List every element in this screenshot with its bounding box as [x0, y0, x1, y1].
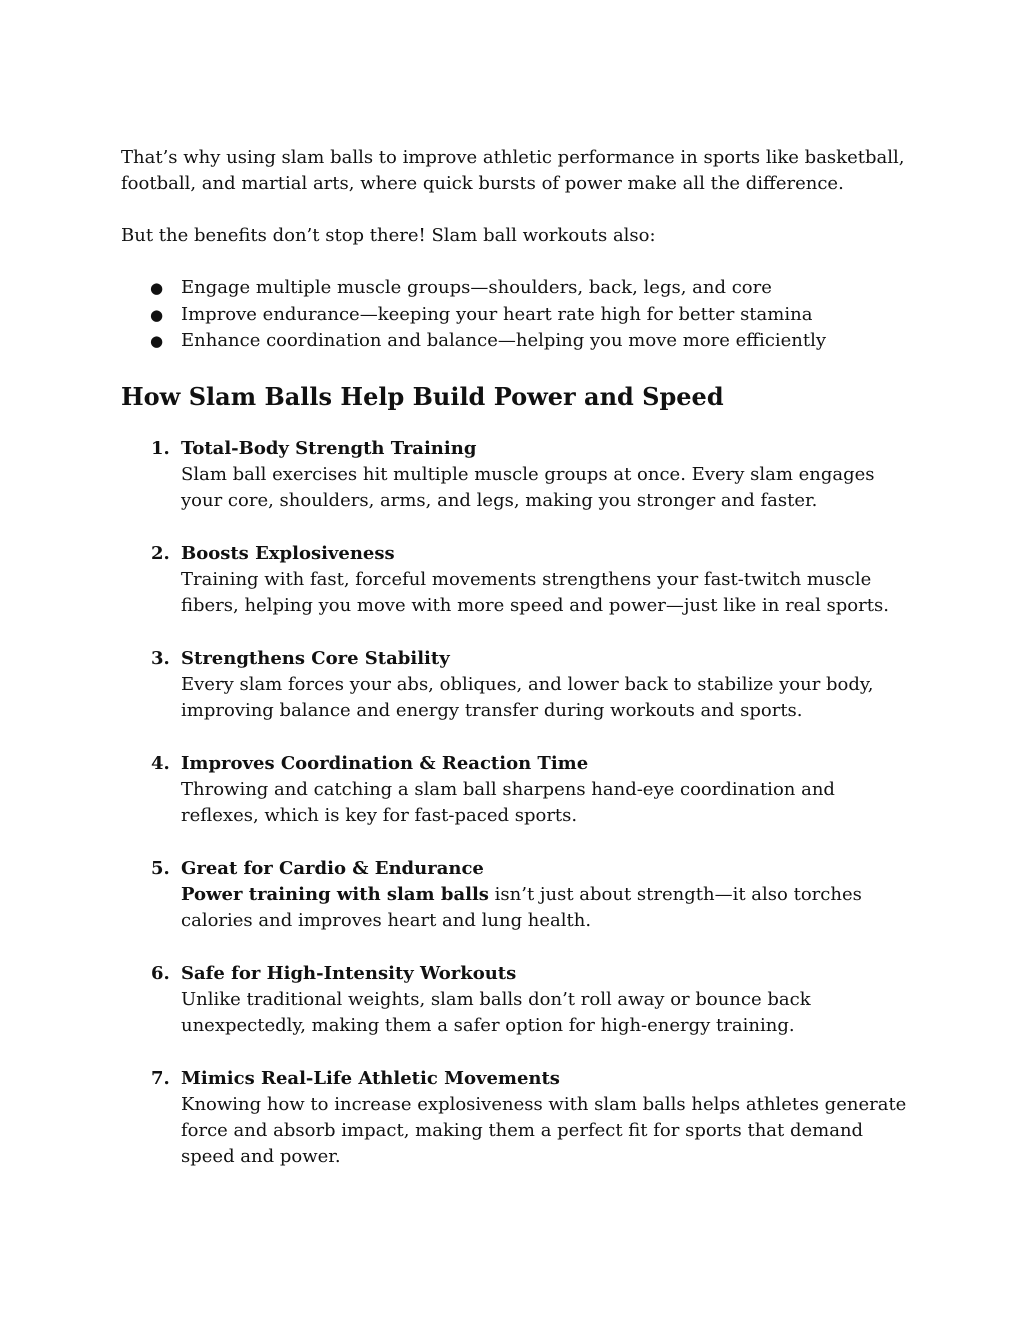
step-title: Strengthens Core Stability [181, 647, 450, 669]
list-item [121, 328, 911, 355]
step-number: 7. [151, 1067, 170, 1089]
document-page [121, 145, 911, 1197]
step-title: Great for Cardio & Endurance [181, 857, 484, 879]
list-item [121, 751, 911, 829]
section-heading: How Slam Balls Help Build Power and Speed [121, 381, 724, 411]
step-title: Total-Body Strength Training [181, 437, 477, 459]
step-title: Safe for High-Intensity Workouts [181, 962, 517, 984]
step-number: 3. [151, 647, 170, 669]
benefits-numbered-list [121, 436, 911, 1170]
step-number: 1. [151, 437, 170, 459]
step-description: Throwing and catching a slam ball sharpens hand-eye coordination and reflexes, which is key for fast-paced sports. [181, 778, 835, 826]
list-item [121, 1066, 911, 1170]
step-title: Boosts Explosiveness [181, 542, 395, 564]
bullet-icon: ● [150, 279, 164, 297]
step-number: 6. [151, 962, 170, 984]
list-item [121, 646, 911, 724]
list-item [121, 275, 911, 302]
list-item [121, 961, 911, 1039]
list-item [121, 436, 911, 514]
bullet-text: Engage multiple muscle groups—shoulders, back, legs, and core [181, 277, 772, 298]
bullet-icon: ● [150, 332, 164, 350]
benefits-bullet-list [121, 275, 911, 355]
list-item [121, 856, 911, 934]
step-description [181, 882, 911, 934]
list-item [121, 541, 911, 619]
step-description: Training with fast, forceful movements strengthens your fast-twitch muscle fibers, helping you move with more speed and power—just like in real sports. [181, 568, 889, 616]
step-number: 2. [151, 542, 170, 564]
step-title: Mimics Real-Life Athletic Movements [181, 1067, 560, 1089]
bullet-icon: ● [150, 305, 164, 324]
benefits-lead-paragraph: But the benefits don’t stop there! Slam ball workouts also: [121, 225, 656, 246]
step-description-text: isn’t just about strength—it also torches calories and improves heart and lung health. [181, 883, 862, 931]
step-description: Knowing how to increase explosiveness with slam balls helps athletes generate force and absorb impact, making them a perfect fit for sports that demand speed and power. [181, 1093, 907, 1167]
step-number: 5. [151, 857, 170, 879]
step-number: 4. [151, 752, 170, 774]
step-description: Every slam forces your abs, obliques, and lower back to stabilize your body, improving balance and energy transfer during workouts and sports. [181, 673, 874, 721]
list-item [121, 302, 911, 329]
bold-keyword: Power training with slam balls [181, 883, 489, 905]
bullet-text: Enhance coordination and balance—helping you move more efficiently [181, 330, 827, 351]
step-title: Improves Coordination & Reaction Time [181, 752, 589, 774]
intro-paragraph: That’s why using slam balls to improve athletic performance in sports like basketball, football, and martial arts, where quick bursts of power make all the difference. [121, 147, 905, 194]
step-description: Slam ball exercises hit multiple muscle groups at once. Every slam engages your core, shoulders, arms, and legs, making you stronger and faster. [181, 463, 875, 511]
step-description: Unlike traditional weights, slam balls don’t roll away or bounce back unexpectedly, making them a safer option for high-energy training. [181, 988, 811, 1036]
bullet-text: Improve endurance—keeping your heart rate high for better stamina [181, 303, 813, 325]
